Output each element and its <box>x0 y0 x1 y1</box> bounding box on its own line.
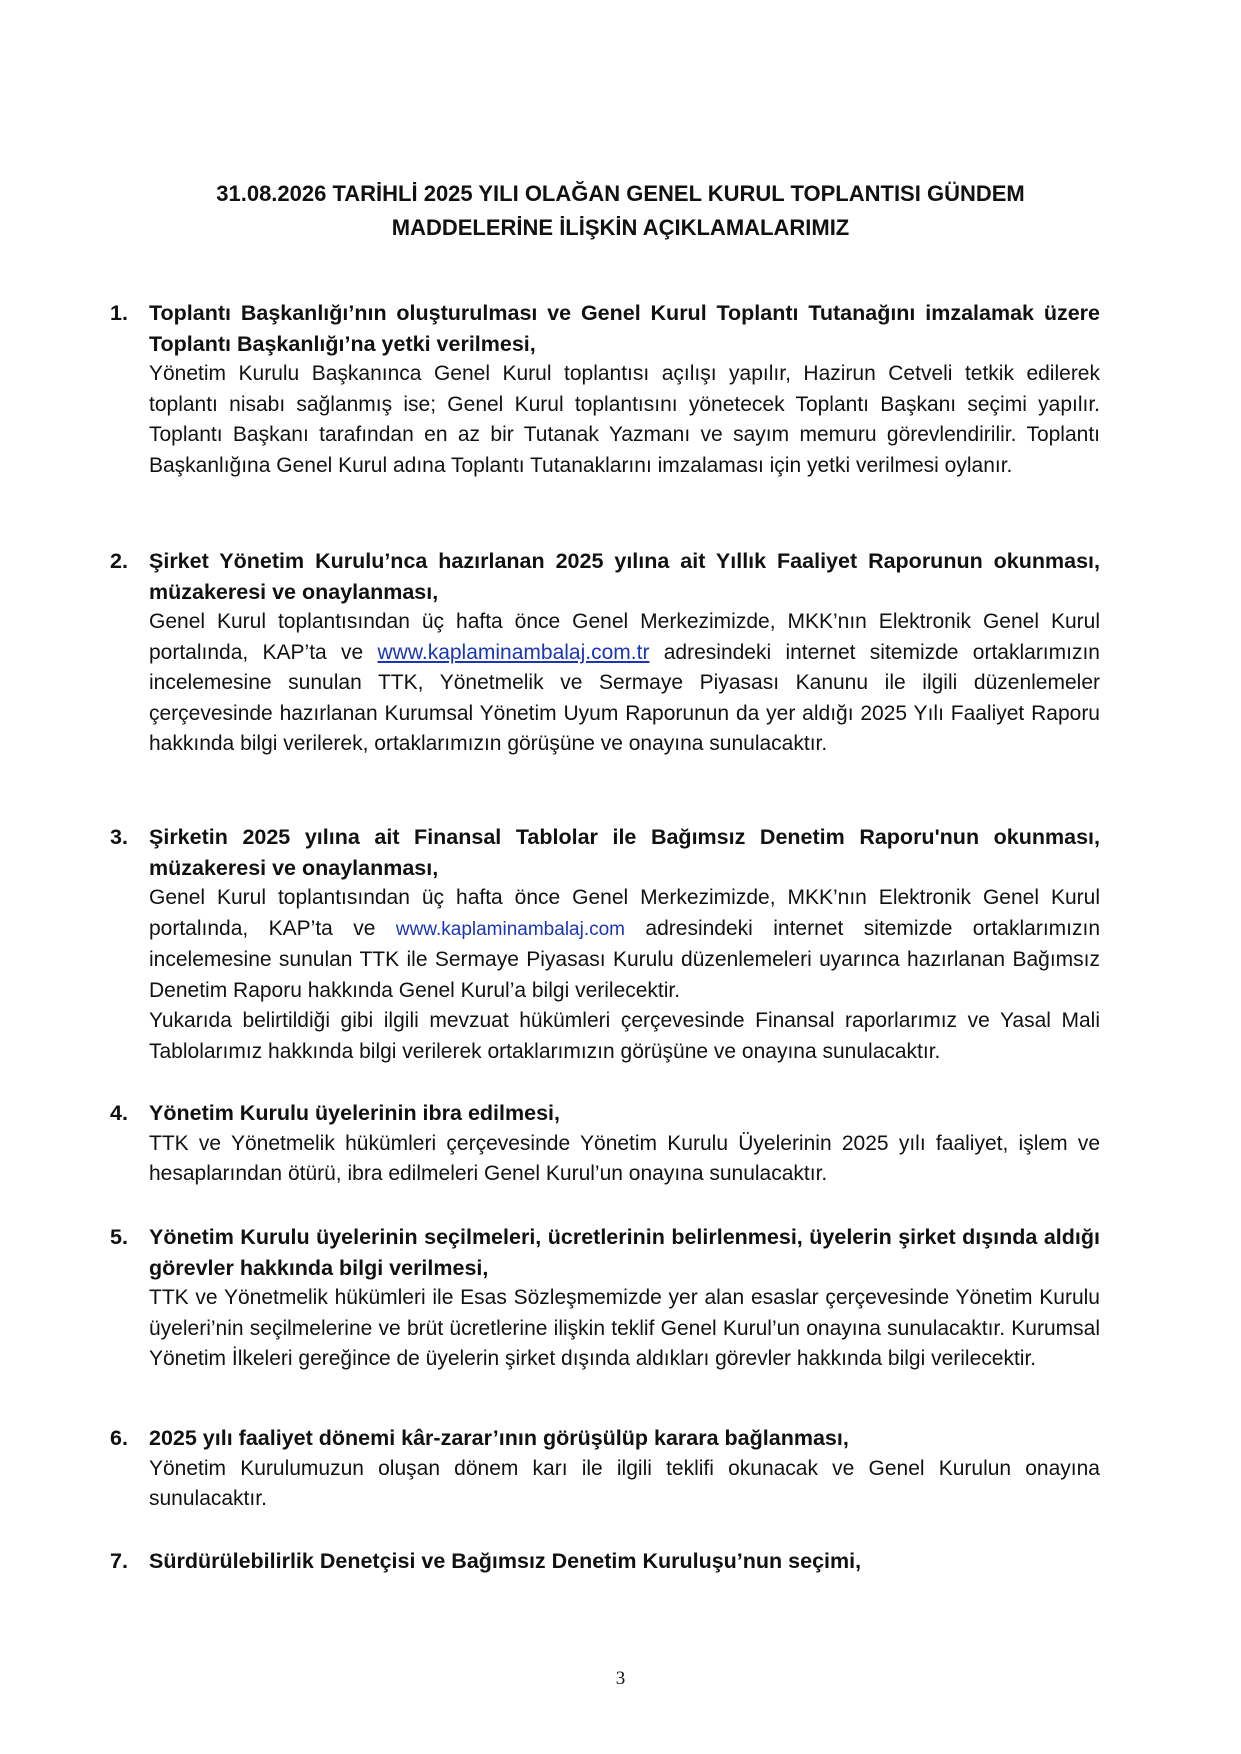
title-line-1: 31.08.2026 TARİHLİ 2025 YILI OLAĞAN GENEL KURUL TOPLANTISI GÜNDEM <box>216 181 1025 206</box>
item-number: 1. <box>110 301 128 325</box>
item-description: TTK ve Yönetmelik hükümleri çerçevesinde Yönetim Kurulu Üyelerinin 2025 yılı faaliyet, işlem ve hesaplarından ötürü, ibra edilmeleri Genel Kurul’un onayına sunulacaktır. <box>149 1131 1100 1185</box>
website-link[interactable]: www.kaplaminambalaj.com <box>395 918 626 940</box>
item-description-extra: Yukarıda belirtildiği gibi ilgili mevzuat hükümleri çerçevesinde Finansal raporlarımız ve Yasal Mali Tablolarımız hakkında bilgi verilerek ortaklarımızın görüşüne ve onayına sunulacaktır. <box>149 1009 1100 1063</box>
description-text: Genel Kurul toplantısından üç hafta önce Genel Merkezimizde, MKK’nın Elektronik Genel Kurul portalında, KAP’ta ve <box>149 610 1100 664</box>
agenda-item-2 <box>110 546 1100 760</box>
page-number: 3 <box>615 1668 626 1689</box>
item-description: TTK ve Yönetmelik hükümleri ile Esas Sözleşmemizde yer alan esaslar çerçevesinde Yönetim Kurulu üyeleri’nin seçilmelerine ve brüt ücretlerine ilişkin teklif Genel Kurul’un onayına sunulacaktır. Kurumsal Yönetim İlkeleri gereğince de üyelerin şirket dışında aldıkları görevler hakkında bilgi verilecektir. <box>149 1286 1100 1370</box>
item-number: 2. <box>110 549 128 573</box>
agenda-item-1 <box>110 298 1100 481</box>
item-description: Yönetim Kurulumuzun oluşan dönem karı ile ilgili teklifi okunacak ve Genel Kurulun onayına sunulacaktır. <box>149 1456 1100 1510</box>
description-text: adresindeki internet sitemizde ortaklarımızın incelemesine sunulan TTK, Yönetmelik ve Sermaye Piyasası Kanunu ile ilgili düzenlemeler çerçevesinde hazırlanan Kurumsal Yönetim Uyum Raporunun da yer aldığı 2025 Yılı Faaliyet Raporu hakkında bilgi verilerek, ortaklarımızın görüşüne ve onayına sunulacaktır. <box>149 640 1100 755</box>
item-description <box>149 883 1100 1006</box>
item-number: 6. <box>110 1426 128 1450</box>
description-text: Genel Kurul toplantısından üç hafta önce Genel Merkezimizde, MKK’nın Elektronik Genel Kurul portalında, KAP’ta ve <box>149 886 1100 940</box>
item-description <box>149 607 1100 760</box>
agenda-item-5 <box>110 1222 1100 1375</box>
item-number: 7. <box>110 1549 128 1573</box>
agenda-item-7 <box>110 1546 1100 1577</box>
item-number: 5. <box>110 1225 128 1249</box>
agenda-item-6 <box>110 1423 1100 1515</box>
agenda-item-4 <box>110 1098 1100 1190</box>
item-heading: Şirketin 2025 yılına ait Finansal Tablolar ile Bağımsız Denetim Raporu'nun okunması, müzakeresi ve onaylanması, <box>149 825 1100 880</box>
document-title <box>130 177 1111 245</box>
description-text: adresindeki internet sitemizde ortaklarımızın incelemesine sunulan TTK ile Sermaye Piyasası Kurulu düzenlemeleri uyarınca hazırlanan Bağımsız Denetim Raporu hakkında Genel Kurul’a bilgi verilecektir. <box>149 916 1100 1002</box>
item-heading: Şirket Yönetim Kurulu’nca hazırlanan 2025 yılına ait Yıllık Faaliyet Raporunun okunması, müzakeresi ve onaylanması, <box>149 549 1100 604</box>
item-heading: Sürdürülebilirlik Denetçisi ve Bağımsız Denetim Kuruluşu’nun seçimi, <box>149 1549 862 1573</box>
item-description: Yönetim Kurulu Başkanınca Genel Kurul toplantısı açılışı yapılır, Hazirun Cetveli tetkik edilerek toplantı nisabı sağlanmış ise; Genel Kurul toplantısını yönetecek Toplantı Başkanı seçimi yapılır. Toplantı Başkanı tarafından en az bir Tutanak Yazmanı ve sayım memuru görevlendirilir. Toplantı Başkanlığına Genel Kurul adına Toplantı Tutanaklarını imzalaması için yetki verilmesi oylanır. <box>149 362 1100 477</box>
item-heading: Yönetim Kurulu üyelerinin seçilmeleri, ücretlerinin belirlenmesi, üyelerin şirket dışında aldığı görevler hakkında bilgi verilmesi, <box>149 1225 1100 1280</box>
item-number: 3. <box>110 825 128 849</box>
website-link[interactable]: www.kaplaminambalaj.com.tr <box>377 640 650 664</box>
agenda-item-3 <box>110 822 1100 1067</box>
item-heading: Toplantı Başkanlığı’nın oluşturulması ve Genel Kurul Toplantı Tutanağını imzalamak üzere Toplantı Başkanlığı’na yetki verilmesi, <box>149 301 1100 356</box>
item-number: 4. <box>110 1101 128 1125</box>
item-heading: 2025 yılı faaliyet dönemi kâr-zarar’ının görüşülüp karara bağlanması, <box>149 1426 849 1450</box>
item-heading: Yönetim Kurulu üyelerinin ibra edilmesi, <box>149 1101 560 1125</box>
title-line-2: MADDELERİNE İLİŞKİN AÇIKLAMALARIMIZ <box>391 215 850 240</box>
